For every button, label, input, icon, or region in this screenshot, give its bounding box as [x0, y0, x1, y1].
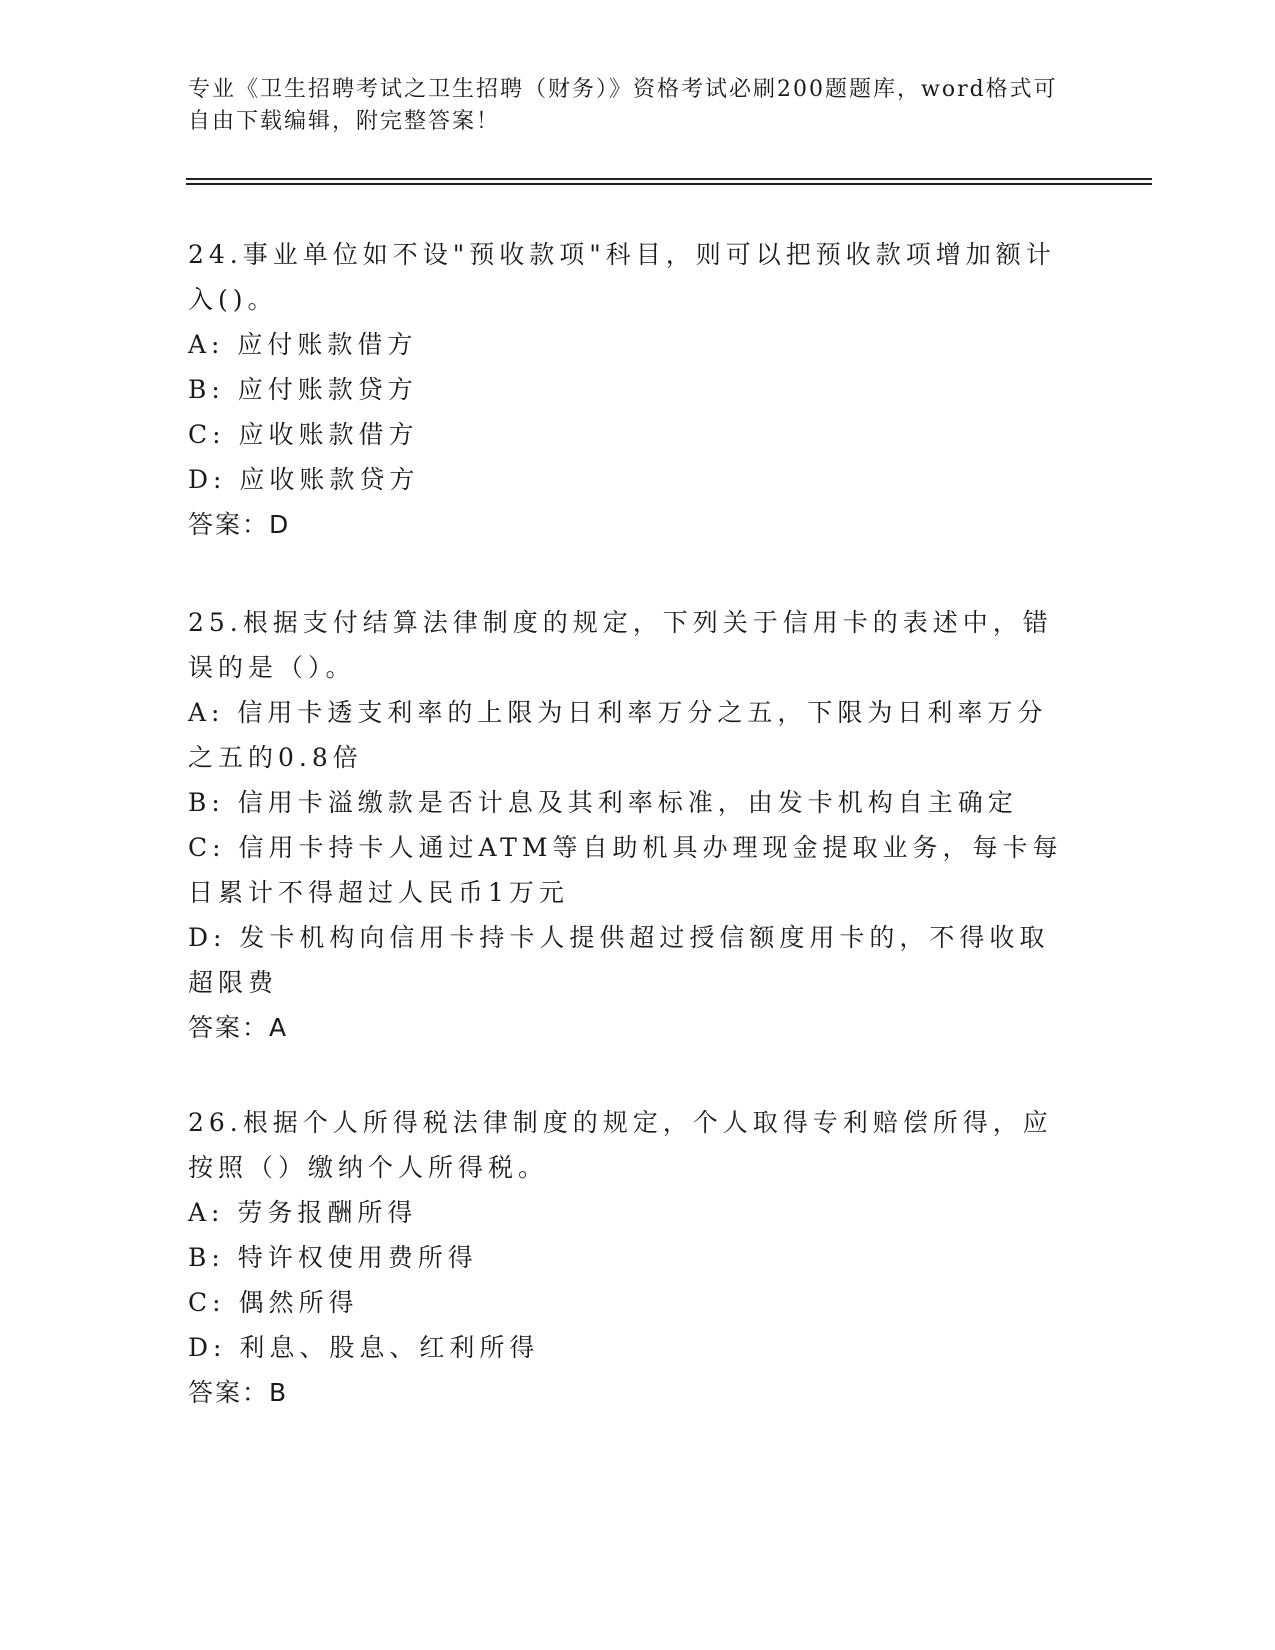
header-divider-top [186, 178, 1152, 180]
question-25 [188, 600, 1068, 1050]
question-stem: 24.事业单位如不设"预收款项"科目，则可以把预收款项增加额计入()。 [188, 240, 1056, 314]
option-b: B: 应付账款贷方 [188, 375, 418, 404]
option-d: D: 发卡机构向信用卡持卡人提供超过授信额度用卡的，不得收取超限费 [188, 923, 1050, 997]
header-divider-bottom [186, 183, 1152, 185]
option-a: A: 劳务报酬所得 [188, 1198, 418, 1227]
answer: 答案：A [188, 1013, 289, 1042]
question-26 [188, 1100, 1068, 1415]
option-c: C: 偶然所得 [188, 1288, 359, 1317]
option-a: A: 应付账款借方 [188, 330, 418, 359]
answer: 答案：D [188, 510, 291, 539]
option-b: B: 特许权使用费所得 [188, 1243, 478, 1272]
option-d: D: 应收账款贷方 [188, 465, 420, 494]
option-b: B: 信用卡溢缴款是否计息及其利率标准，由发卡机构自主确定 [188, 788, 1018, 817]
option-c: C: 应收账款借方 [188, 420, 419, 449]
option-c: C: 信用卡持卡人通过ATM等自助机具办理现金提取业务，每卡每日累计不得超过人民币1万元 [188, 833, 1063, 907]
question-stem: 25.根据支付结算法律制度的规定，下列关于信用卡的表述中，错误的是（）。 [188, 608, 1053, 682]
option-d: D: 利息、股息、红利所得 [188, 1333, 540, 1362]
option-a: A: 信用卡透支利率的上限为日利率万分之五，下限为日利率万分之五的0.8倍 [188, 698, 1048, 772]
document-header: 专业《卫生招聘考试之卫生招聘（财务）》资格考试必刷200题题库，word格式可自由下载编辑，附完整答案！ [188, 77, 1058, 134]
question-24 [188, 232, 1068, 547]
question-stem: 26.根据个人所得税法律制度的规定，个人取得专利赔偿所得，应按照（）缴纳个人所得税。 [188, 1108, 1053, 1182]
answer: 答案：B [188, 1378, 289, 1407]
